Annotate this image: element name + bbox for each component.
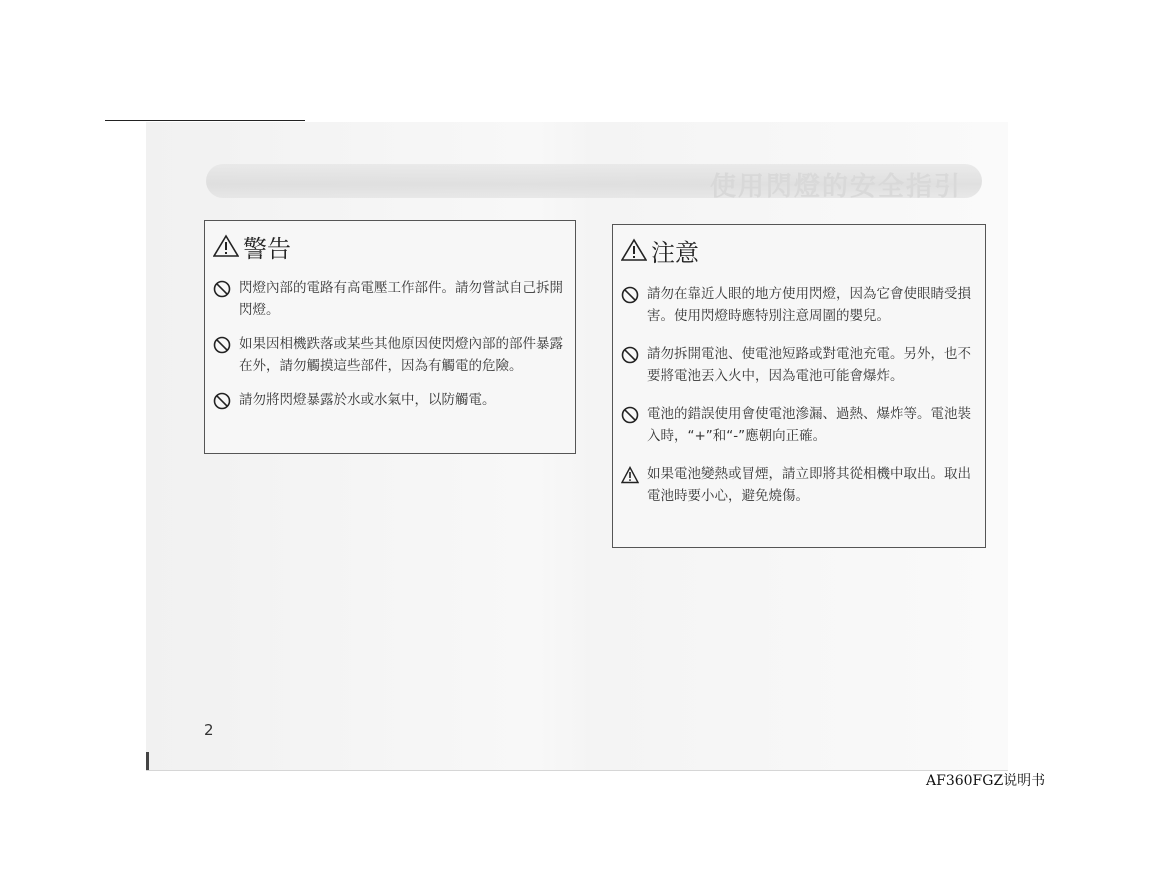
caution-box [612, 224, 986, 548]
prohibited-icon [213, 280, 231, 298]
caution-item-text: 電池的錯誤使用會使電池滲漏、過熱、爆炸等。電池裝入時，“+”和“-”應朝向正確。 [647, 406, 971, 444]
banner-title: 使用閃燈的安全指引 [709, 172, 962, 202]
section-banner [206, 164, 982, 202]
caution-list [613, 283, 985, 507]
warning-item-text: 閃燈內部的電路有高電壓工作部件。請勿嘗試自己拆開閃燈。 [239, 280, 563, 318]
warning-header [213, 229, 575, 263]
document-caption: AF360FGZ说明书 [926, 773, 1046, 789]
caution-item-text: 請勿拆開電池、使電池短路或對電池充電。另外，也不要將電池丟入火中，因為電池可能會爆炸。 [647, 346, 971, 384]
caution-item [621, 463, 979, 507]
caution-item [621, 403, 979, 447]
warning-triangle-icon [621, 466, 639, 484]
page-spine [146, 752, 149, 770]
warning-list [205, 277, 575, 411]
top-rule [105, 120, 305, 121]
prohibited-icon [621, 286, 639, 304]
warning-triangle-icon [621, 238, 647, 262]
warning-item-text: 請勿將閃燈暴露於水或水氣中，以防觸電。 [239, 392, 496, 408]
page-number: 2 [204, 721, 214, 739]
caution-header [621, 233, 985, 267]
caution-item [621, 283, 979, 327]
caution-item-text: 請勿在靠近人眼的地方使用閃燈，因為它會使眼睛受損害。使用閃燈時應特別注意周圍的嬰兒。 [647, 286, 971, 324]
warning-title: 警告 [243, 234, 291, 263]
prohibited-icon [621, 346, 639, 364]
warning-item-text: 如果因相機跌落或某些其他原因使閃燈內部的部件暴露在外，請勿觸摸這些部件，因為有觸電的危險。 [239, 336, 563, 374]
warning-item [213, 277, 569, 321]
caution-title: 注意 [651, 238, 699, 267]
prohibited-icon [621, 406, 639, 424]
prohibited-icon [213, 392, 231, 410]
prohibited-icon [213, 336, 231, 354]
warning-item [213, 389, 569, 411]
warning-box [204, 220, 576, 454]
caution-item-text: 如果電池變熱或冒煙，請立即將其從相機中取出。取出電池時要小心，避免燒傷。 [647, 466, 971, 504]
caution-item [621, 343, 979, 387]
warning-triangle-icon [213, 234, 239, 258]
warning-item [213, 333, 569, 377]
